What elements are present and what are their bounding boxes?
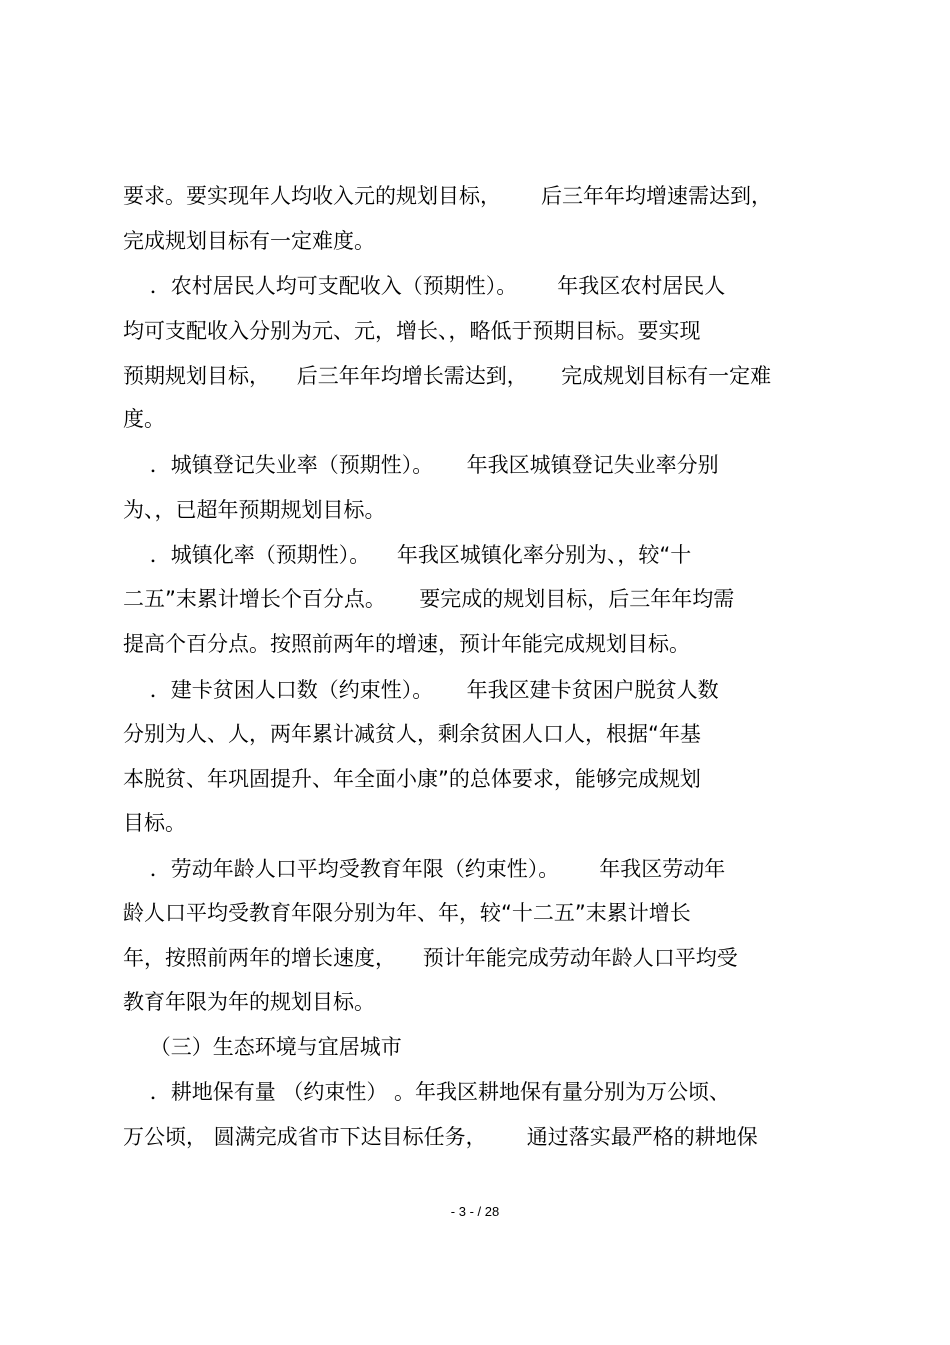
- text-line: 预期规划目标， 后三年年均增长需达到， 完成规划目标有一定难: [123, 364, 772, 388]
- text-line: 提高个百分点。按照前两年的增速，预计年能完成规划目标。: [123, 632, 690, 656]
- text-line: ．城镇化率（预期性）。 年我区城镇化率分别为、，较“十: [123, 543, 692, 567]
- text-line: 龄人口平均受教育年限分别为年、年，较“十二五”末累计增长: [123, 901, 691, 925]
- text-line: ．耕地保有量 （约束性） 。年我区耕地保有量分别为万公顷、: [123, 1080, 731, 1104]
- text-line: 万公顷， 圆满完成省市下达目标任务， 通过落实最严格的耕地保: [123, 1125, 758, 1149]
- text-line: 二五”末累计增长个百分点。 要完成的规划目标，后三年年均需: [123, 587, 735, 611]
- text-line: ．农村居民人均可支配收入（预期性）。 年我区农村居民人: [123, 274, 726, 298]
- text-line: 度。: [123, 407, 165, 431]
- text-line: 目标。: [123, 811, 186, 835]
- text-line: ．劳动年龄人口平均受教育年限（约束性）。 年我区劳动年: [123, 857, 726, 881]
- text-line: 分别为人、人，两年累计减贫人，剩余贫困人口人，根据“年基: [123, 722, 701, 746]
- text-line: 本脱贫、年巩固提升、年全面小康”的总体要求，能够完成规划: [123, 767, 701, 791]
- text-line: ．建卡贫困人口数（约束性）。 年我区建卡贫困户脱贫人数: [123, 678, 719, 702]
- page-number: - 3 - / 28: [450, 1204, 500, 1219]
- text-line: 要求。要实现年人均收入元的规划目标， 后三年年均增速需达到，: [123, 184, 773, 208]
- text-line: 教育年限为年的规划目标。: [123, 990, 375, 1014]
- text-line: ．城镇登记失业率（预期性）。 年我区城镇登记失业率分别: [123, 453, 719, 477]
- text-line: 年，按照前两年的增长速度， 预计年能完成劳动年龄人口平均受: [123, 946, 738, 970]
- text-line: 为、，已超年预期规划目标。: [123, 498, 386, 522]
- text-line: 均可支配收入分别为元、元，增长、，略低于预期目标。要实现: [123, 319, 701, 343]
- section-heading: （三）生态环境与宜居城市: [123, 1035, 402, 1059]
- text-line: 完成规划目标有一定难度。: [123, 229, 375, 253]
